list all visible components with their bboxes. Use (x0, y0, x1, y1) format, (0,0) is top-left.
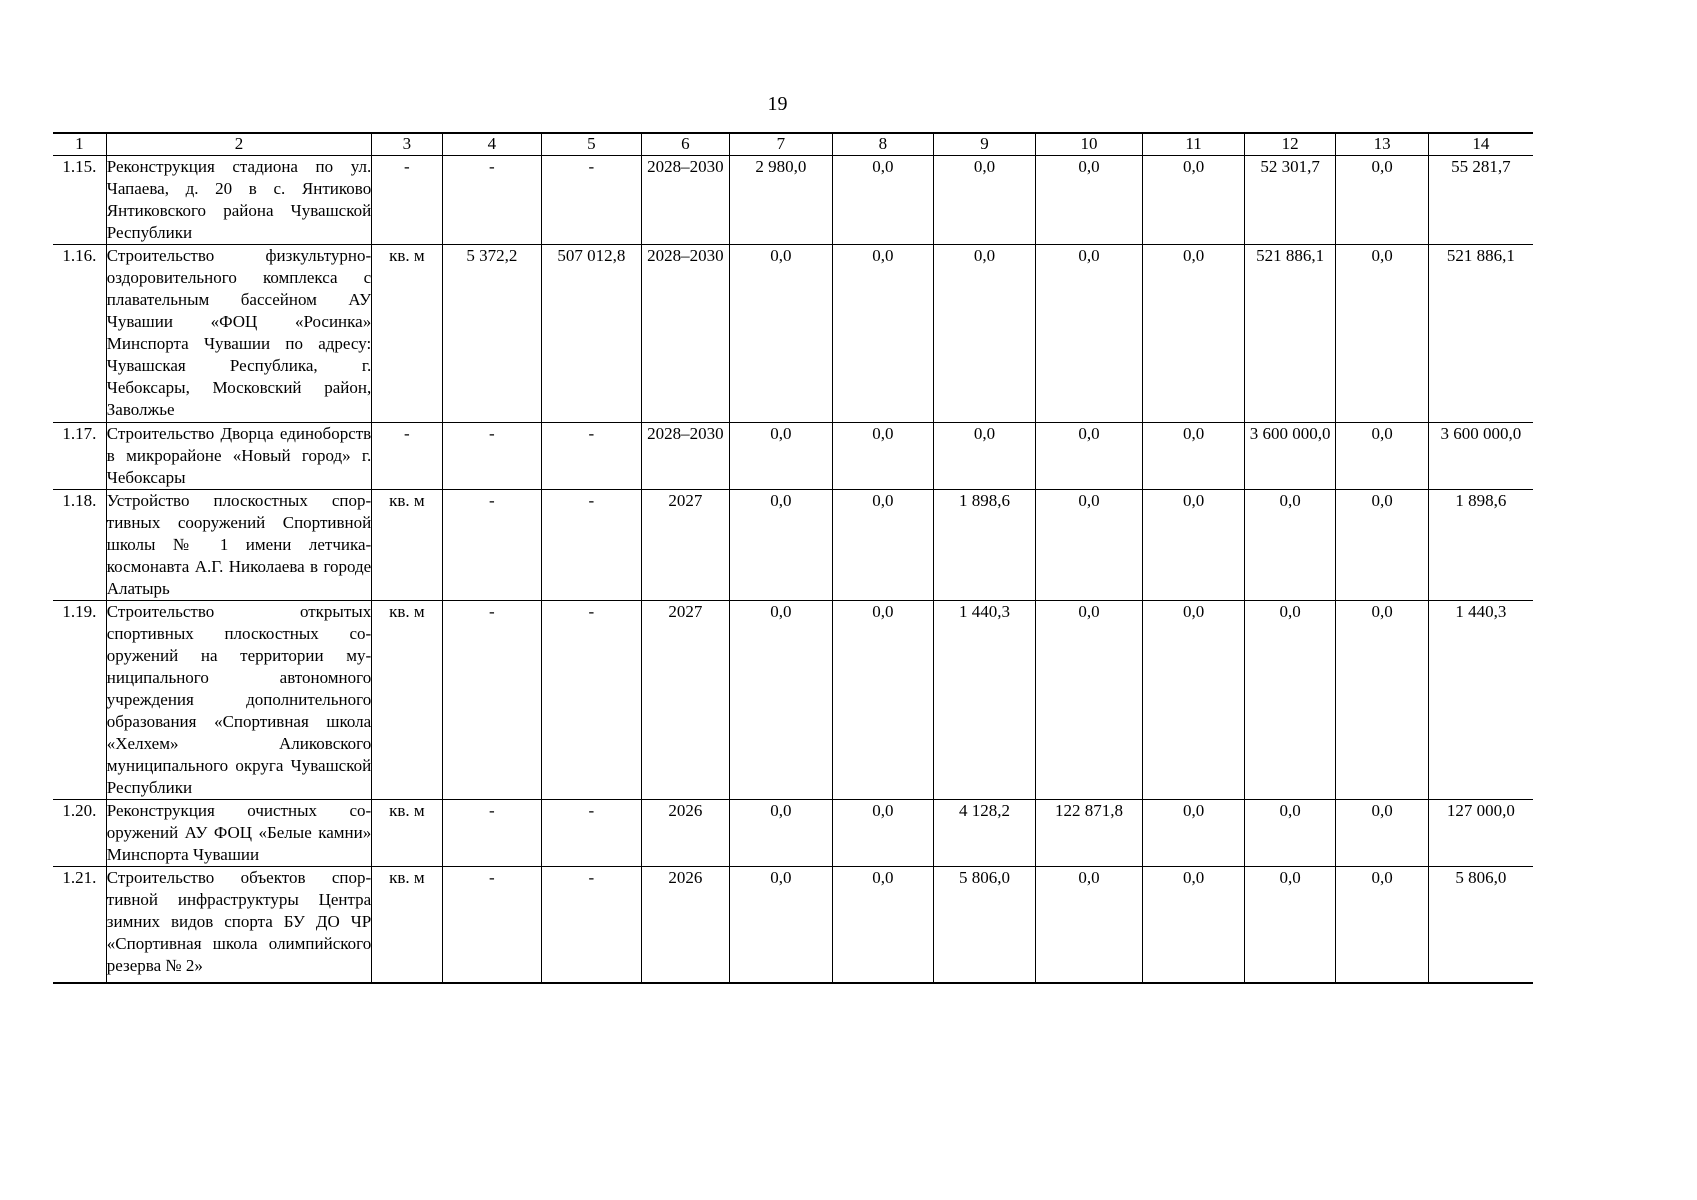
row-description: Строительство открытых спортивных плоскостных сооружений на территории муниципального автономного учреждения дополнительного образования «Спортивная школа «Хелхем» Аликовского муниципального округа Чувашской Республики (106, 601, 371, 800)
column-number: 10 (1035, 133, 1143, 156)
period-cell: 2027 (641, 490, 729, 601)
value-cell: 4 128,2 (934, 800, 1036, 867)
table-row (53, 490, 1533, 601)
column-number: 4 (442, 133, 542, 156)
value-cell: 0,0 (1035, 156, 1143, 245)
value-cell: - (542, 423, 642, 490)
program-objects-table (53, 132, 1533, 984)
column-number: 1 (53, 133, 106, 156)
column-number: 13 (1336, 133, 1429, 156)
row-number: 1.17. (53, 423, 106, 490)
value-cell: 0,0 (730, 601, 833, 800)
value-cell: - (542, 490, 642, 601)
period-cell: 2027 (641, 601, 729, 800)
row-number: 1.18. (53, 490, 106, 601)
value-cell: 3 600 000,0 (1244, 423, 1335, 490)
value-cell: 0,0 (1336, 800, 1429, 867)
column-number: 11 (1143, 133, 1245, 156)
value-cell: 0,0 (1336, 245, 1429, 423)
table-row (53, 601, 1533, 800)
value-cell: 0,0 (1035, 245, 1143, 423)
row-description: Строительство физкультурнооздоровительного комплекса с плавательным бассейном АУ Чувашии «ФОЦ «Росинка» Минспорта Чувашии по адресу: Чувашская Республика, г. Чебоксары, Московский район, Заволжье (106, 245, 371, 423)
value-cell: 0,0 (1336, 867, 1429, 983)
value-cell: - (542, 156, 642, 245)
row-description: Реконструкция стадиона по ул. Чапаева, д. 20 в с. Янтиково Янтиковского района Чувашской Республики (106, 156, 371, 245)
value-cell: 0,0 (1244, 490, 1335, 601)
value-cell: 1 440,3 (934, 601, 1036, 800)
capacity-cell: 5 372,2 (442, 245, 542, 423)
value-cell: 2 980,0 (730, 156, 833, 245)
unit-cell: кв. м (372, 490, 442, 601)
value-cell: 1 898,6 (934, 490, 1036, 601)
period-cell: 2026 (641, 867, 729, 983)
value-cell: 0,0 (1143, 867, 1245, 983)
value-cell: 0,0 (832, 800, 934, 867)
total-cell: 127 000,0 (1428, 800, 1533, 867)
row-number: 1.15. (53, 156, 106, 245)
value-cell: 0,0 (1336, 156, 1429, 245)
column-number: 5 (542, 133, 642, 156)
capacity-cell: - (442, 601, 542, 800)
column-number: 6 (641, 133, 729, 156)
period-cell: 2026 (641, 800, 729, 867)
value-cell: 0,0 (832, 867, 934, 983)
value-cell: 0,0 (1336, 490, 1429, 601)
value-cell: 521 886,1 (1244, 245, 1335, 423)
row-number: 1.20. (53, 800, 106, 867)
value-cell: 0,0 (1143, 423, 1245, 490)
table-row (53, 800, 1533, 867)
value-cell: 0,0 (1143, 601, 1245, 800)
total-cell: 521 886,1 (1428, 245, 1533, 423)
table-row (53, 245, 1533, 423)
period-cell: 2028–2030 (641, 423, 729, 490)
unit-cell: кв. м (372, 800, 442, 867)
value-cell: 122 871,8 (1035, 800, 1143, 867)
table-row (53, 867, 1533, 983)
capacity-cell: - (442, 423, 542, 490)
value-cell: 0,0 (1143, 490, 1245, 601)
column-number: 7 (730, 133, 833, 156)
value-cell: 0,0 (1143, 800, 1245, 867)
unit-cell: кв. м (372, 245, 442, 423)
value-cell: 0,0 (1035, 490, 1143, 601)
row-description: Реконструкция очистных сооружений АУ ФОЦ «Белые камни» Минспорта Чувашии (106, 800, 371, 867)
period-cell: 2028–2030 (641, 156, 729, 245)
value-cell: 0,0 (1035, 423, 1143, 490)
column-number: 3 (372, 133, 442, 156)
row-number: 1.21. (53, 867, 106, 983)
total-cell: 1 440,3 (1428, 601, 1533, 800)
unit-cell: кв. м (372, 867, 442, 983)
column-number: 8 (832, 133, 934, 156)
value-cell: - (542, 601, 642, 800)
table-row (53, 156, 1533, 245)
value-cell: 0,0 (730, 245, 833, 423)
value-cell: 0,0 (1336, 423, 1429, 490)
capacity-cell: - (442, 490, 542, 601)
total-cell: 55 281,7 (1428, 156, 1533, 245)
total-cell: 5 806,0 (1428, 867, 1533, 983)
row-number: 1.16. (53, 245, 106, 423)
value-cell: 0,0 (1244, 601, 1335, 800)
value-cell: 0,0 (730, 867, 833, 983)
row-number: 1.19. (53, 601, 106, 800)
total-cell: 1 898,6 (1428, 490, 1533, 601)
period-cell: 2028–2030 (641, 245, 729, 423)
page-number: 19 (767, 93, 788, 115)
value-cell: 0,0 (832, 490, 934, 601)
value-cell: 0,0 (1336, 601, 1429, 800)
column-number: 12 (1244, 133, 1335, 156)
value-cell: 0,0 (832, 245, 934, 423)
value-cell: 5 806,0 (934, 867, 1036, 983)
value-cell: 0,0 (1143, 245, 1245, 423)
value-cell: 0,0 (832, 423, 934, 490)
value-cell: 0,0 (934, 423, 1036, 490)
column-number: 14 (1428, 133, 1533, 156)
value-cell: 507 012,8 (542, 245, 642, 423)
value-cell: 0,0 (730, 800, 833, 867)
value-cell: 0,0 (1035, 867, 1143, 983)
value-cell: 0,0 (1244, 800, 1335, 867)
table-row (53, 423, 1533, 490)
value-cell: 0,0 (832, 156, 934, 245)
column-number: 2 (106, 133, 371, 156)
value-cell: 0,0 (1143, 156, 1245, 245)
unit-cell: - (372, 423, 442, 490)
value-cell: 0,0 (730, 423, 833, 490)
row-description: Строительство объектов спортивной инфраструктуры Центра зимних видов спорта БУ ДО ЧР «Спортивная школа олимпийского резерва № 2» (106, 867, 371, 983)
value-cell: 0,0 (1035, 601, 1143, 800)
value-cell: - (542, 800, 642, 867)
unit-cell: - (372, 156, 442, 245)
value-cell: 0,0 (730, 490, 833, 601)
value-cell: 0,0 (934, 245, 1036, 423)
unit-cell: кв. м (372, 601, 442, 800)
capacity-cell: - (442, 156, 542, 245)
column-number: 9 (934, 133, 1036, 156)
column-number-row (53, 133, 1533, 156)
total-cell: 3 600 000,0 (1428, 423, 1533, 490)
capacity-cell: - (442, 800, 542, 867)
value-cell: - (542, 867, 642, 983)
value-cell: 0,0 (934, 156, 1036, 245)
value-cell: 0,0 (832, 601, 934, 800)
value-cell: 52 301,7 (1244, 156, 1335, 245)
row-description: Строительство Дворца единоборств в микрорайоне «Новый город» г. Чебоксары (106, 423, 371, 490)
value-cell: 0,0 (1244, 867, 1335, 983)
capacity-cell: - (442, 867, 542, 983)
row-description: Устройство плоскостных спортивных сооружений Спортивной школы № 1 имени летчика-космонавта А.Г. Николаева в городе Алатырь (106, 490, 371, 601)
